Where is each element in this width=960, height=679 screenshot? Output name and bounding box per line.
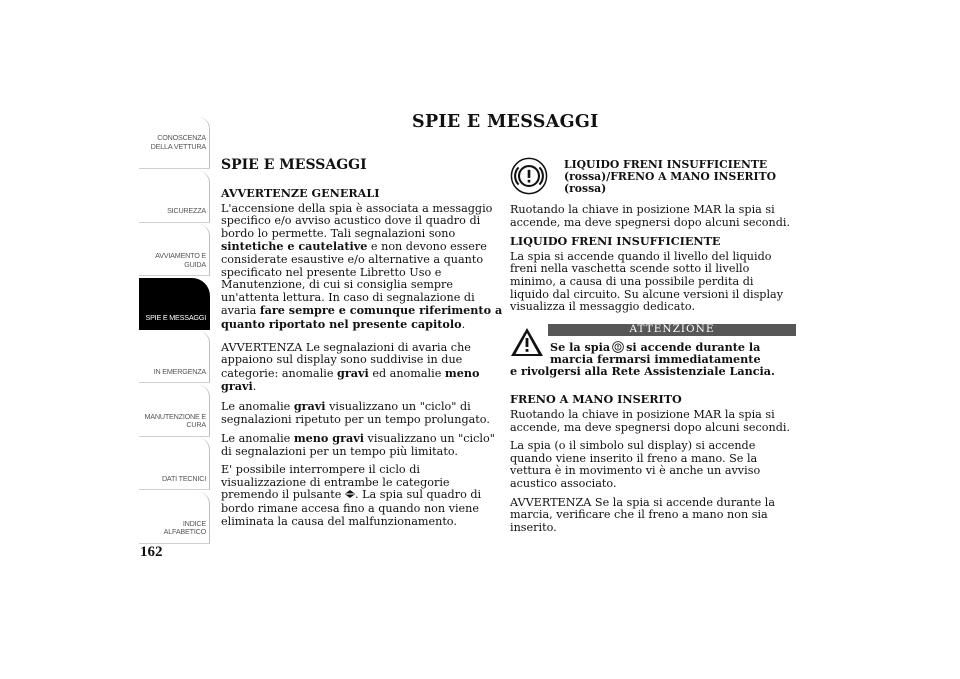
right-column (510, 159, 796, 540)
section-heading: SPIE E MESSAGGI (221, 157, 367, 173)
tab-conoscenza[interactable]: CONOSCENZA DELLA VETTURA (139, 117, 210, 169)
general-warnings-heading: AVVERTENZE GENERALI (221, 186, 380, 200)
paragraph: Le anomalie meno gravi visualizzano un "ciclo" di segnalazioni per un tempo più limitato. (221, 431, 495, 458)
warning-title: LIQUIDO FRENI INSUFFICIENTE (rossa)/FRENO A MANO INSERITO (rossa) (564, 158, 777, 195)
paragraph: E' possibile interrompere il ciclo di visualizzazione di entrambe le categorie premendo il pulsante . La spia sul quadro di bordo rimane accesa fino a quando non viene eliminata la causa del malfunzionamento. (221, 463, 482, 528)
paragraph: L'accensione della spia è associata a messaggio specifico e/o avviso acustico dove il quadro di bordo lo permette. Tali segnalazioni sono sintetiche e cautelative e non devono essere considerate esaustive e/o alternative a quanto specificato nel presente Libretto Uso e Manutenzione, di cui si consiglia sempre un'attenta lettura. In caso di segnalazione di avaria fare sempre e comunque riferimento a quanto riportato nel presente capitolo. (221, 201, 503, 331)
paragraph: La spia (o il simbolo sul display) si accende quando viene inserito il freno a mano. Se la vettura è in movimento vi è anche un avviso acustico associato. (510, 439, 761, 490)
paragraph: Ruotando la chiave in posizione MAR la spia si accende, ma deve spegnersi dopo alcuni secondi. (510, 407, 791, 434)
brake-fluid-heading: LIQUIDO FRENI INSUFFICIENTE (510, 234, 721, 249)
handbrake-heading: FRENO A MANO INSERITO (510, 392, 682, 407)
tab-sicurezza[interactable]: SICUREZZA (139, 171, 210, 223)
attention-box (510, 324, 796, 378)
paragraph: La spia si accende quando il livello del liquido freni nella vaschetta scende sotto il livello minimo, a causa di una possibile perdita di liquido dal circuito. Su alcune versioni il display visualizza il messaggio dedicato. (510, 249, 784, 314)
tab-spie-messaggi[interactable]: SPIE E MESSAGGI (139, 278, 210, 330)
paragraph: Le anomalie gravi visualizzano un "ciclo" di segnalazioni ripetuto per un tempo prolungato. (221, 398, 490, 426)
tab-emergenza[interactable]: IN EMERGENZA (139, 331, 210, 383)
tab-indice[interactable]: INDICE ALFABETICO (139, 492, 210, 544)
brake-warning-icon (510, 157, 548, 195)
tab-dati-tecnici[interactable]: DATI TECNICI (139, 438, 210, 490)
page-number: 162 (140, 544, 163, 560)
tab-avviamento[interactable]: AVVIAMENTO E GUIDA (139, 224, 210, 276)
chapter-index (139, 117, 210, 545)
warning-triangle-icon (510, 327, 544, 357)
paragraph: AVVERTENZA Le segnalazioni di avaria che appaiono sul display sono suddivise in due categorie: anomalie gravi ed anomalie meno gravi. (221, 340, 480, 394)
tab-manutenzione[interactable]: MANUTENZIONE E CURA (139, 385, 210, 437)
up-down-button-icon (345, 489, 355, 503)
attention-label: ATTENZIONE (548, 324, 796, 336)
left-column (221, 157, 507, 534)
page-title: SPIE E MESSAGGI (412, 112, 599, 132)
attention-text: Se la spia si accende durante la marcia fermarsi immediatamente e rivolgersi alla Rete Assistenziale Lancia. (510, 339, 775, 379)
paragraph: Ruotando la chiave in posizione MAR la spia si accende, ma deve spegnersi dopo alcuni secondi. (510, 203, 791, 229)
paragraph: AVVERTENZA Se la spia si accende durante la marcia, verificare che il freno a mano non sia inserito. (510, 495, 776, 534)
brake-warning-entry (510, 159, 796, 195)
